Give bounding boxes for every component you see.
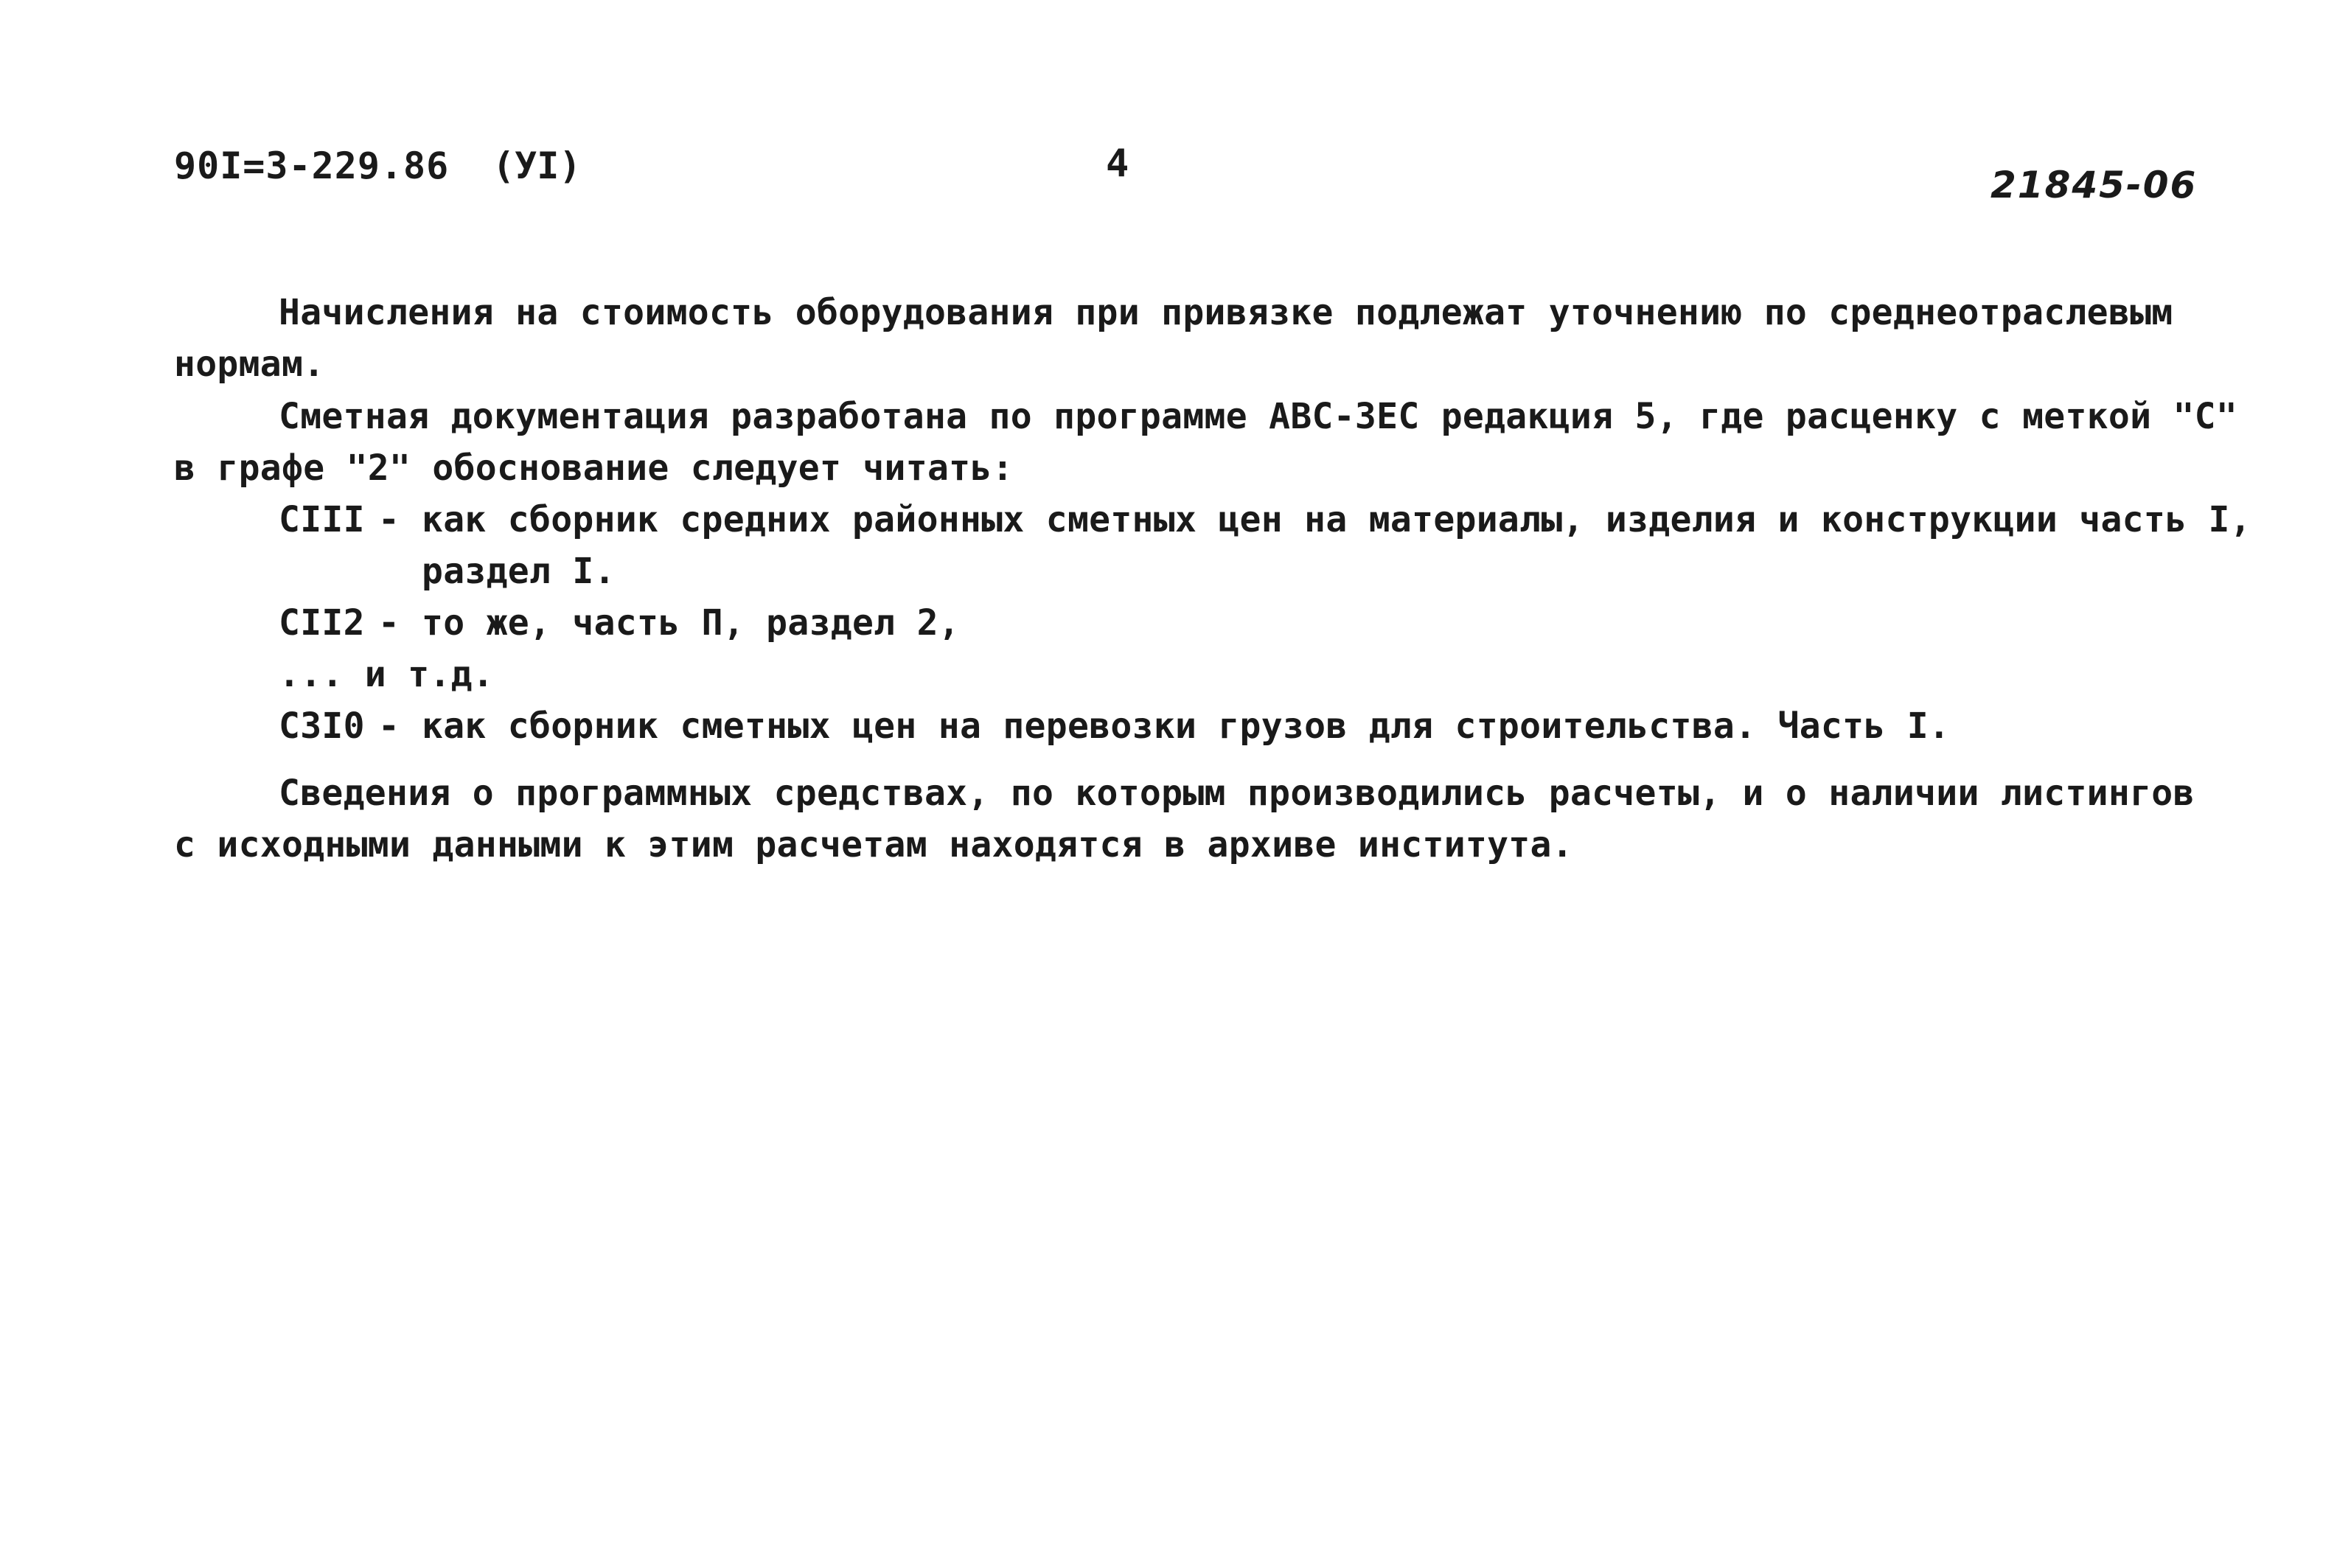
page-number: 4	[1106, 142, 1129, 186]
list-item-dash: -	[378, 499, 400, 540]
paragraph-3-line-2: с исходными данными к этим расчетам находятся в архиве института.	[174, 824, 1573, 865]
paragraph-2-line-2: в графе "2" обоснование следует читать:	[174, 447, 1014, 489]
document-code: 90I=3-229.86	[174, 144, 450, 187]
list-item-text: то же, часть П, раздел 2,	[422, 602, 960, 644]
document-version: (УI)	[492, 144, 582, 187]
paragraph-3-line-1: Сведения о программных средствах, по которым производились расчеты, и о наличии листингов	[279, 773, 2195, 814]
list-item-code: С3I0	[279, 705, 365, 747]
paragraph-1-line-2: нормам.	[174, 344, 325, 385]
list-item-dash: -	[378, 602, 400, 644]
inventory-number: 21845-06	[1990, 164, 2198, 206]
list-etc-line: ... и т.д.	[279, 654, 494, 695]
list-item-code: СIII	[279, 499, 365, 540]
list-item-dash: -	[378, 705, 400, 747]
list-item-text-continued: раздел I.	[422, 551, 616, 592]
list-item-code: СII2	[279, 602, 365, 644]
list-item-text: как сборник сметных цен на перевозки грузов для строительства. Часть I.	[422, 705, 1951, 747]
list-item-text: как сборник средних районных сметных цен на материалы, изделия и конструкции часть I,	[422, 499, 2251, 540]
paragraph-1-line-1: Начисления на стоимость оборудования при привязке подлежат уточнению по среднеотраслевым	[279, 292, 2173, 333]
paragraph-2-line-1: Сметная документация разработана по программе АВС-ЗЕС редакция 5, где расценку с меткой "С"	[279, 396, 2238, 437]
